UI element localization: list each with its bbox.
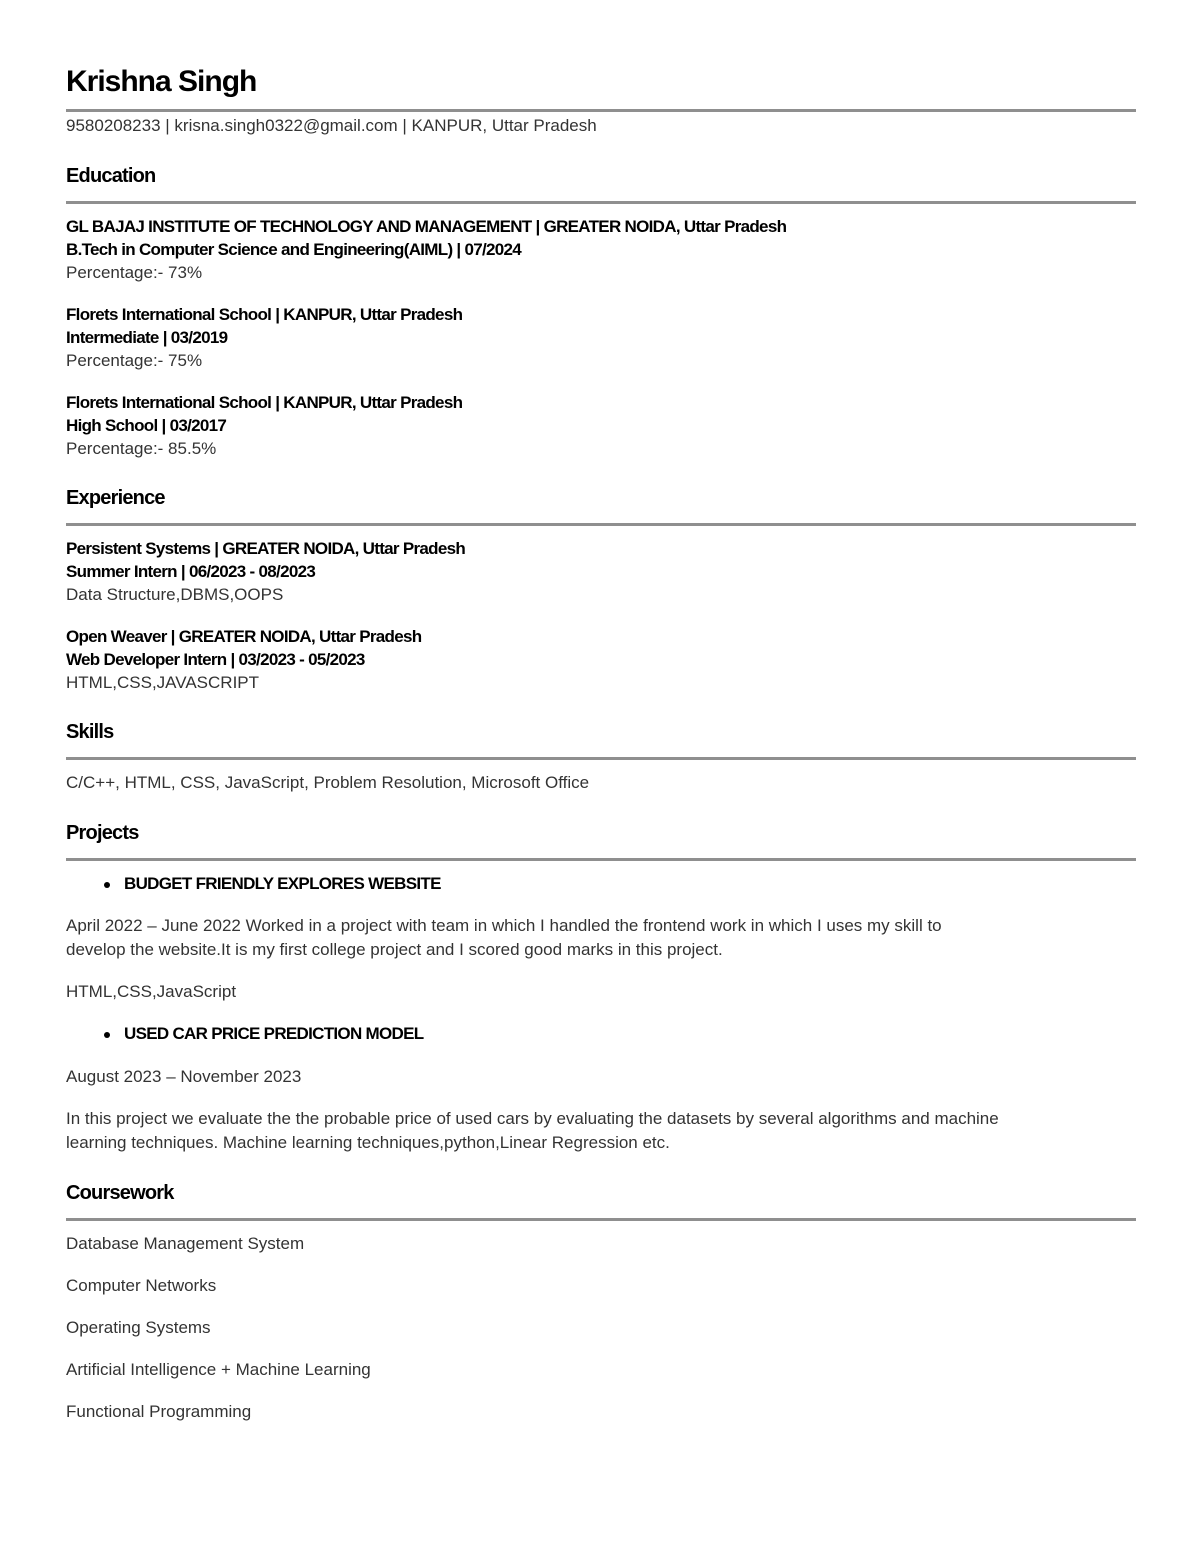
project-title-row — [66, 872, 1136, 896]
project-title: USED CAR PRICE PREDICTION MODEL — [124, 1024, 424, 1043]
project-title: BUDGET FRIENDLY EXPLORES WEBSITE — [124, 874, 441, 893]
section-title-education: Education — [66, 165, 156, 187]
education-institution: GL BAJAJ INSTITUTE OF TECHNOLOGY AND MANAGEMENT | GREATER NOIDA, Uttar Pradesh — [66, 217, 787, 236]
education-percentage: Percentage:- 85.5% — [66, 439, 217, 458]
bullet-icon — [104, 882, 110, 888]
education-entry — [66, 303, 1136, 372]
experience-detail: HTML,CSS,JAVASCRIPT — [66, 673, 260, 692]
education-entry — [66, 215, 1136, 284]
experience-role: Web Developer Intern | 03/2023 - 05/2023 — [66, 650, 365, 669]
project-description-line: In this project we evaluate the the probable price of used cars by evaluating the datasets by several algorithms and machine — [66, 1109, 999, 1128]
education-section — [66, 163, 1136, 460]
experience-entry — [66, 625, 1136, 694]
experience-section — [66, 485, 1136, 694]
education-degree: B.Tech in Computer Science and Engineering(AIML) | 07/2024 — [66, 240, 522, 259]
education-degree: High School | 03/2017 — [66, 416, 227, 435]
contact-info: 9580208233 | krisna.singh0322@gmail.com | KANPUR, Uttar Pradesh — [66, 116, 597, 135]
project-description-line: learning techniques. Machine learning techniques,python,Linear Regression etc. — [66, 1133, 670, 1152]
education-institution: Florets International School | KANPUR, Uttar Pradesh — [66, 305, 463, 324]
education-degree: Intermediate | 03/2019 — [66, 328, 228, 347]
experience-entry — [66, 537, 1136, 606]
coursework-item: Computer Networks — [66, 1276, 217, 1295]
skills-list: C/C++, HTML, CSS, JavaScript, Problem Resolution, Microsoft Office — [66, 773, 590, 792]
section-title-experience: Experience — [66, 487, 165, 509]
experience-company: Open Weaver | GREATER NOIDA, Uttar Pradesh — [66, 627, 422, 646]
section-title-skills: Skills — [66, 721, 114, 743]
education-percentage: Percentage:- 75% — [66, 351, 203, 370]
header-divider — [66, 109, 1136, 112]
coursework-item: Functional Programming — [66, 1402, 252, 1421]
education-percentage: Percentage:- 73% — [66, 263, 203, 282]
coursework-item: Artificial Intelligence + Machine Learning — [66, 1360, 371, 1379]
section-title-projects: Projects — [66, 822, 139, 844]
coursework-divider — [66, 1218, 1136, 1221]
project-description — [66, 1107, 1136, 1155]
project-description — [66, 914, 1136, 962]
project-dates: August 2023 – November 2023 — [66, 1067, 302, 1086]
coursework-section — [66, 1180, 1136, 1424]
experience-company: Persistent Systems | GREATER NOIDA, Uttar Pradesh — [66, 539, 466, 558]
experience-detail: Data Structure,DBMS,OOPS — [66, 585, 284, 604]
project-description-line: April 2022 – June 2022 Worked in a project with team in which I handled the frontend work in which I uses my skill to — [66, 916, 942, 935]
project-description-line: develop the website.It is my first college project and I scored good marks in this project. — [66, 940, 723, 959]
coursework-item: Database Management System — [66, 1234, 305, 1253]
experience-role: Summer Intern | 06/2023 - 08/2023 — [66, 562, 316, 581]
education-entry — [66, 391, 1136, 460]
skills-divider — [66, 757, 1136, 760]
experience-divider — [66, 523, 1136, 526]
projects-section — [66, 820, 1136, 1155]
education-institution: Florets International School | KANPUR, Uttar Pradesh — [66, 393, 463, 412]
candidate-name: Krishna Singh — [66, 65, 257, 98]
projects-divider — [66, 858, 1136, 861]
skills-section — [66, 719, 1136, 795]
bullet-icon — [104, 1032, 110, 1038]
section-title-coursework: Coursework — [66, 1182, 174, 1204]
project-title-row — [66, 1022, 1136, 1046]
resume-page — [66, 62, 1136, 1424]
project-tech: HTML,CSS,JavaScript — [66, 982, 237, 1001]
education-divider — [66, 201, 1136, 204]
coursework-item: Operating Systems — [66, 1318, 211, 1337]
